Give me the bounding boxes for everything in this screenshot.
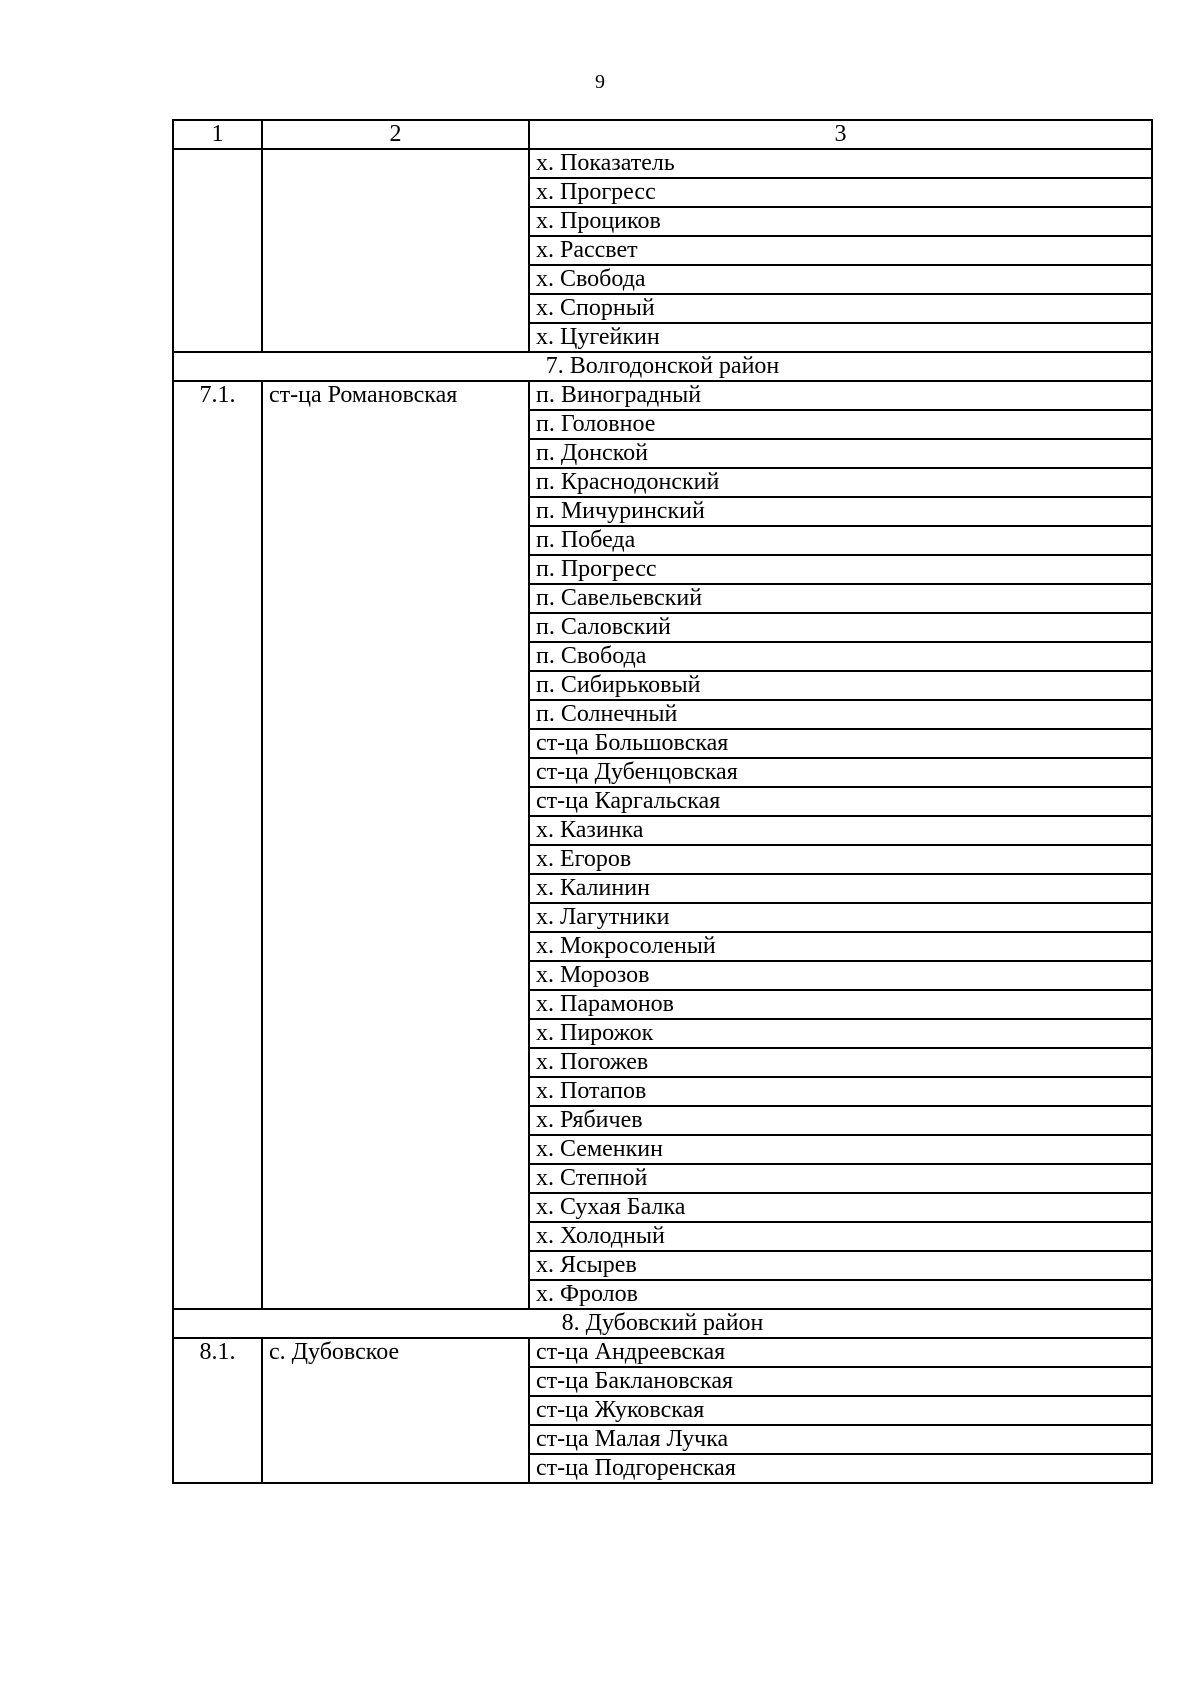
settlement-cell: п. Виноградный xyxy=(529,381,1152,410)
settlement-cell: ст-ца Подгоренская xyxy=(529,1454,1152,1483)
settlement-cell: п. Савельевский xyxy=(529,584,1152,613)
settlement-cell: п. Саловский xyxy=(529,613,1152,642)
settlement-cell: ст-ца Жуковская xyxy=(529,1396,1152,1425)
settlement-cell: х. Казинка xyxy=(529,816,1152,845)
settlement-cell: ст-ца Большовская xyxy=(529,729,1152,758)
header-row xyxy=(173,120,1152,149)
header-col-2: 2 xyxy=(262,120,529,149)
settlement-cell: х. Парамонов xyxy=(529,990,1152,1019)
table-row xyxy=(173,1338,1152,1367)
settlement-cell: х. Свобода xyxy=(529,265,1152,294)
settlement-cell: х. Показатель xyxy=(529,149,1152,178)
settlement-cell: ст-ца Баклановская xyxy=(529,1367,1152,1396)
settlement-cell: п. Мичуринский xyxy=(529,497,1152,526)
administrative-center: ст-ца Романовская xyxy=(262,381,529,1309)
settlement-cell: х. Семенкин xyxy=(529,1135,1152,1164)
settlement-cell: х. Цугейкин xyxy=(529,323,1152,352)
settlement-cell: ст-ца Дубенцовская xyxy=(529,758,1152,787)
table-body xyxy=(173,120,1152,1483)
group-number: 8.1. xyxy=(173,1338,262,1483)
settlement-cell: х. Спорный xyxy=(529,294,1152,323)
group-number xyxy=(173,149,262,352)
settlement-cell: п. Краснодонский xyxy=(529,468,1152,497)
section-row xyxy=(173,352,1152,381)
settlement-cell: х. Ясырев xyxy=(529,1251,1152,1280)
table-row xyxy=(173,149,1152,178)
settlement-cell: п. Свобода xyxy=(529,642,1152,671)
settlement-cell: х. Рябичев xyxy=(529,1106,1152,1135)
settlement-cell: х. Фролов xyxy=(529,1280,1152,1309)
settlement-cell: х. Егоров xyxy=(529,845,1152,874)
section-title: 8. Дубовский район xyxy=(173,1309,1152,1338)
settlement-cell: х. Холодный xyxy=(529,1222,1152,1251)
settlement-cell: х. Погожев xyxy=(529,1048,1152,1077)
settlement-cell: х. Калинин xyxy=(529,874,1152,903)
settlement-cell: х. Степной xyxy=(529,1164,1152,1193)
settlement-cell: ст-ца Малая Лучка xyxy=(529,1425,1152,1454)
section-title: 7. Волгодонской район xyxy=(173,352,1152,381)
page-number: 9 xyxy=(595,71,605,93)
settlement-cell: п. Победа xyxy=(529,526,1152,555)
settlement-cell: х. Пирожок xyxy=(529,1019,1152,1048)
settlement-cell: п. Солнечный xyxy=(529,700,1152,729)
header-col-1: 1 xyxy=(173,120,262,149)
settlements-table xyxy=(172,119,1153,1484)
settlement-cell: п. Головное xyxy=(529,410,1152,439)
settlement-cell: х. Проциков xyxy=(529,207,1152,236)
header-col-3: 3 xyxy=(529,120,1152,149)
settlement-cell: х. Прогресс xyxy=(529,178,1152,207)
settlement-cell: п. Донской xyxy=(529,439,1152,468)
administrative-center xyxy=(262,149,529,352)
administrative-center: с. Дубовское xyxy=(262,1338,529,1483)
table-row xyxy=(173,381,1152,410)
settlement-cell: ст-ца Андреевская xyxy=(529,1338,1152,1367)
settlement-cell: х. Сухая Балка xyxy=(529,1193,1152,1222)
settlement-cell: х. Морозов xyxy=(529,961,1152,990)
settlement-cell: х. Рассвет xyxy=(529,236,1152,265)
settlement-cell: х. Мокросоленый xyxy=(529,932,1152,961)
settlement-cell: х. Потапов xyxy=(529,1077,1152,1106)
settlement-cell: п. Прогресс xyxy=(529,555,1152,584)
settlement-cell: ст-ца Каргальская xyxy=(529,787,1152,816)
group-number: 7.1. xyxy=(173,381,262,1309)
settlement-cell: п. Сибирьковый xyxy=(529,671,1152,700)
section-row xyxy=(173,1309,1152,1338)
settlement-cell: х. Лагутники xyxy=(529,903,1152,932)
